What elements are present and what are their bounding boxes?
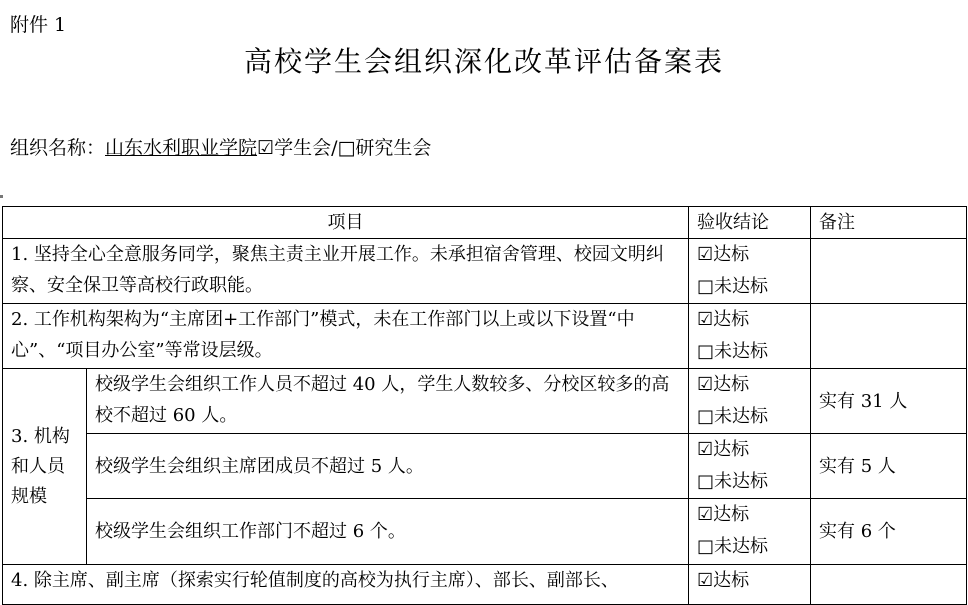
conclusion-cell: [689, 239, 811, 304]
header-remark: 备注: [811, 207, 967, 239]
conclusion-cell: [689, 304, 811, 369]
item-text: 校级学生会组织主席团成员不超过 5 人。: [87, 434, 689, 499]
attachment-label: 附件 1: [10, 14, 67, 36]
table-header-row: [3, 207, 967, 239]
group-label: 3. 机构和人员规模: [3, 369, 87, 565]
remark-cell: 实有 31 人: [811, 369, 967, 434]
page-title: 高校学生会组织深化改革评估备案表: [243, 45, 724, 78]
org-name-label: 组织名称：: [10, 137, 106, 159]
pass-checkbox[interactable]: ☑达标: [697, 244, 750, 265]
org-name-value: 山东水利职业学院: [105, 137, 258, 159]
item-text: 校级学生会组织工作人员不超过 40 人，学生人数较多、分校区较多的高校不超过 60 人。: [87, 369, 689, 434]
remark-cell: [811, 304, 967, 369]
item-text: 校级学生会组织工作部门不超过 6 个。: [87, 499, 689, 565]
remark-cell: 实有 6 个: [811, 499, 967, 565]
org-type-graduate-union[interactable]: □研究生会: [337, 137, 432, 159]
pass-checkbox[interactable]: ☑达标: [697, 570, 750, 591]
pass-checkbox[interactable]: ☑达标: [697, 504, 750, 525]
header-item: 项目: [3, 207, 689, 239]
fail-checkbox[interactable]: □未达标: [697, 341, 769, 362]
item-text: 1. 坚持全心全意服务同学，聚焦主责主业开展工作。未承担宿舍管理、校园文明纠察、安全保卫等高校行政职能。: [3, 239, 689, 304]
conclusion-cell: [689, 369, 811, 434]
org-type-student-union[interactable]: ☑学生会/: [257, 137, 338, 159]
margin-dot: [0, 195, 3, 198]
fail-checkbox[interactable]: □未达标: [697, 406, 769, 427]
remark-cell: 实有 5 人: [811, 434, 967, 499]
table-row: [3, 304, 967, 369]
conclusion-cell: [689, 434, 811, 499]
fail-checkbox[interactable]: □未达标: [697, 276, 769, 297]
org-name-line: [10, 133, 431, 160]
table-row: [3, 434, 967, 499]
fail-checkbox[interactable]: □未达标: [697, 471, 769, 492]
pass-checkbox[interactable]: ☑达标: [697, 309, 750, 330]
header-conclusion: 验收结论: [689, 207, 811, 239]
item-text: 4. 除主席、副主席（探索实行轮值制度的高校为执行主席）、部长、副部长、: [3, 565, 689, 605]
table-row: [3, 369, 967, 434]
assessment-table: [2, 206, 967, 605]
pass-checkbox[interactable]: ☑达标: [697, 374, 750, 395]
item-text: 2. 工作机构架构为“主席团+工作部门”模式，未在工作部门以上或以下设置“中心”、“项目办公室”等常设层级。: [3, 304, 689, 369]
table-row: [3, 499, 967, 565]
conclusion-cell: [689, 499, 811, 565]
remark-cell: [811, 239, 967, 304]
fail-checkbox[interactable]: □未达标: [697, 536, 769, 557]
pass-checkbox[interactable]: ☑达标: [697, 439, 750, 460]
table-row: [3, 239, 967, 304]
